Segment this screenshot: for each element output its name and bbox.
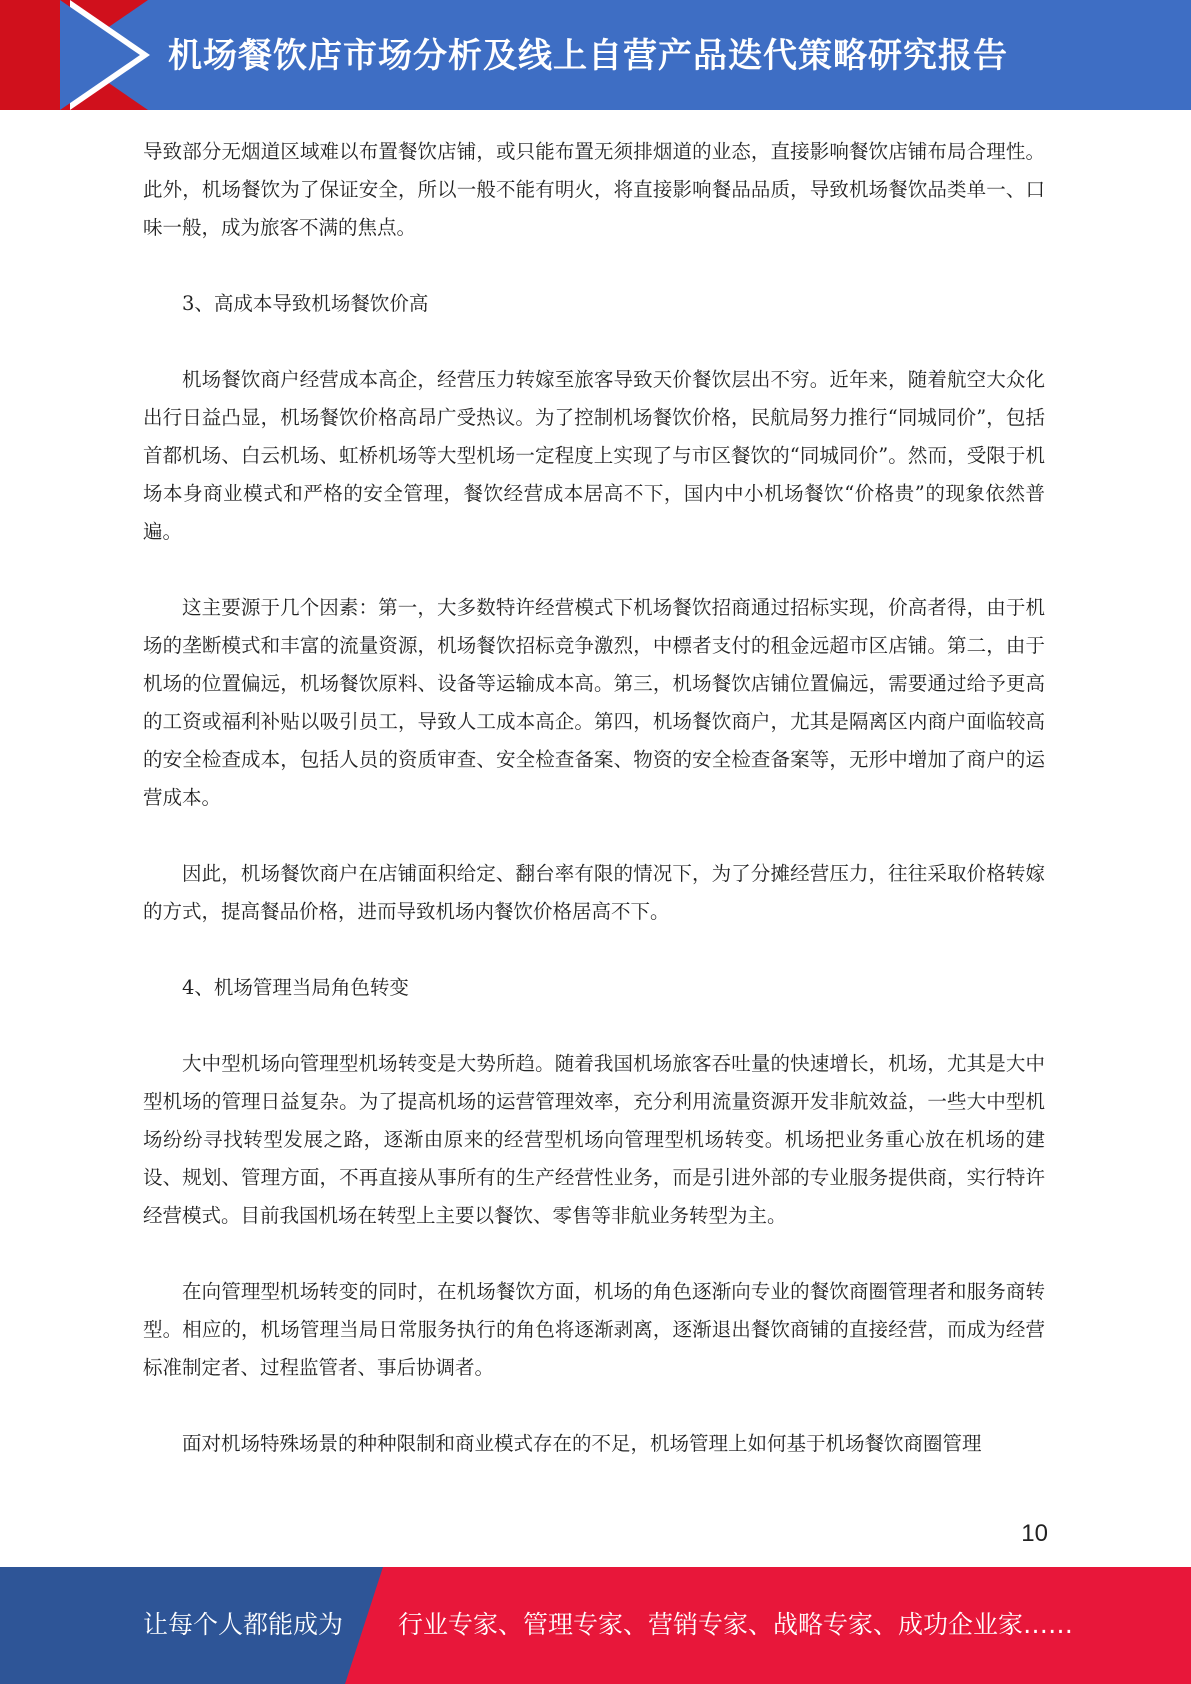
page-header	[0, 0, 1191, 110]
section-heading-4: 4、机场管理当局角色转变	[182, 976, 409, 999]
header-chevron-cutout	[60, 0, 140, 110]
page-number: 10	[1021, 1520, 1048, 1547]
paragraph-continuation: 导致部分无烟道区域难以布置餐饮店铺，或只能布置无须排烟道的业态，直接影响餐饮店铺布局合理性。此外，机场餐饮为了保证安全，所以一般不能有明火，将直接影响餐品品质，导致机场餐饮品类单一、口味一般，成为旅客不满的焦点。	[143, 140, 1045, 239]
paragraph-trailing: 面对机场特殊场景的种种限制和商业模式存在的不足，机场管理上如何基于机场餐饮商圈管理	[182, 1432, 982, 1455]
footer-slogan-left: 让每个人都能成为	[143, 1610, 344, 1639]
paragraph-role-shift: 在向管理型机场转变的同时，在机场餐饮方面，机场的角色逐渐向专业的餐饮商圈管理者和服务商转型。相应的，机场管理当局日常服务执行的角色将逐渐剥离，逐渐退出餐饮商铺的直接经营，而成为经营标准制定者、过程监管者、事后协调者。	[143, 1280, 1045, 1379]
paragraph-price-transfer: 因此，机场餐饮商户在店铺面积给定、翻台率有限的情况下，为了分摊经营压力，往往采取价格转嫁的方式，提高餐品价格，进而导致机场内餐饮价格居高不下。	[143, 862, 1045, 923]
report-title: 机场餐饮店市场分析及线上自营产品迭代策略研究报告	[168, 36, 1008, 76]
paragraph-management-transition: 大中型机场向管理型机场转变是大势所趋。随着我国机场旅客吞吐量的快速增长，机场，尤其是大中型机场的管理日益复杂。为了提高机场的运营管理效率，充分利用流量资源开发非航效益，一些大中型机场纷纷寻找转型发展之路，逐渐由原来的经营型机场向管理型机场转变。机场把业务重心放在机场的建设、规划、管理方面，不再直接从事所有的生产经营性业务，而是引进外部的专业服务提供商，实行特许经营模式。目前我国机场在转型上主要以餐饮、零售等非航业务转型为主。	[143, 1052, 1045, 1227]
footer-slogan-right: 行业专家、管理专家、营销专家、战略专家、成功企业家……	[398, 1610, 1074, 1639]
paragraph-high-cost: 机场餐饮商户经营成本高企，经营压力转嫁至旅客导致天价餐饮层出不穷。近年来，随着航空大众化出行日益凸显，机场餐饮价格高昂广受热议。为了控制机场餐饮价格，民航局努力推行“同城同价”，包括首都机场、白云机场、虹桥机场等大型机场一定程度上实现了与市区餐饮的“同城同价”。然而，受限于机场本身商业模式和严格的安全管理，餐饮经营成本居高不下，国内中小机场餐饮“价格贵”的现象依然普遍。	[143, 368, 1045, 543]
page-body	[143, 133, 1045, 1463]
section-heading-3: 3、高成本导致机场餐饮价高	[182, 292, 429, 315]
paragraph-cost-factors: 这主要源于几个因素：第一，大多数特许经营模式下机场餐饮招商通过招标实现，价高者得，由于机场的垄断模式和丰富的流量资源，机场餐饮招标竞争激烈，中標者支付的租金远超市区店铺。第二，由于机场的位置偏远，机场餐饮原料、设备等运输成本高。第三，机场餐饮店铺位置偏远，需要通过给予更高的工资或福利补贴以吸引员工，导致人工成本高企。第四，机场餐饮商户，尤其是隔离区内商户面临较高的安全检查成本，包括人员的资质审查、安全检查备案、物资的安全检查备案等，无形中增加了商户的运营成本。	[143, 596, 1045, 809]
page-footer	[0, 1567, 1191, 1684]
